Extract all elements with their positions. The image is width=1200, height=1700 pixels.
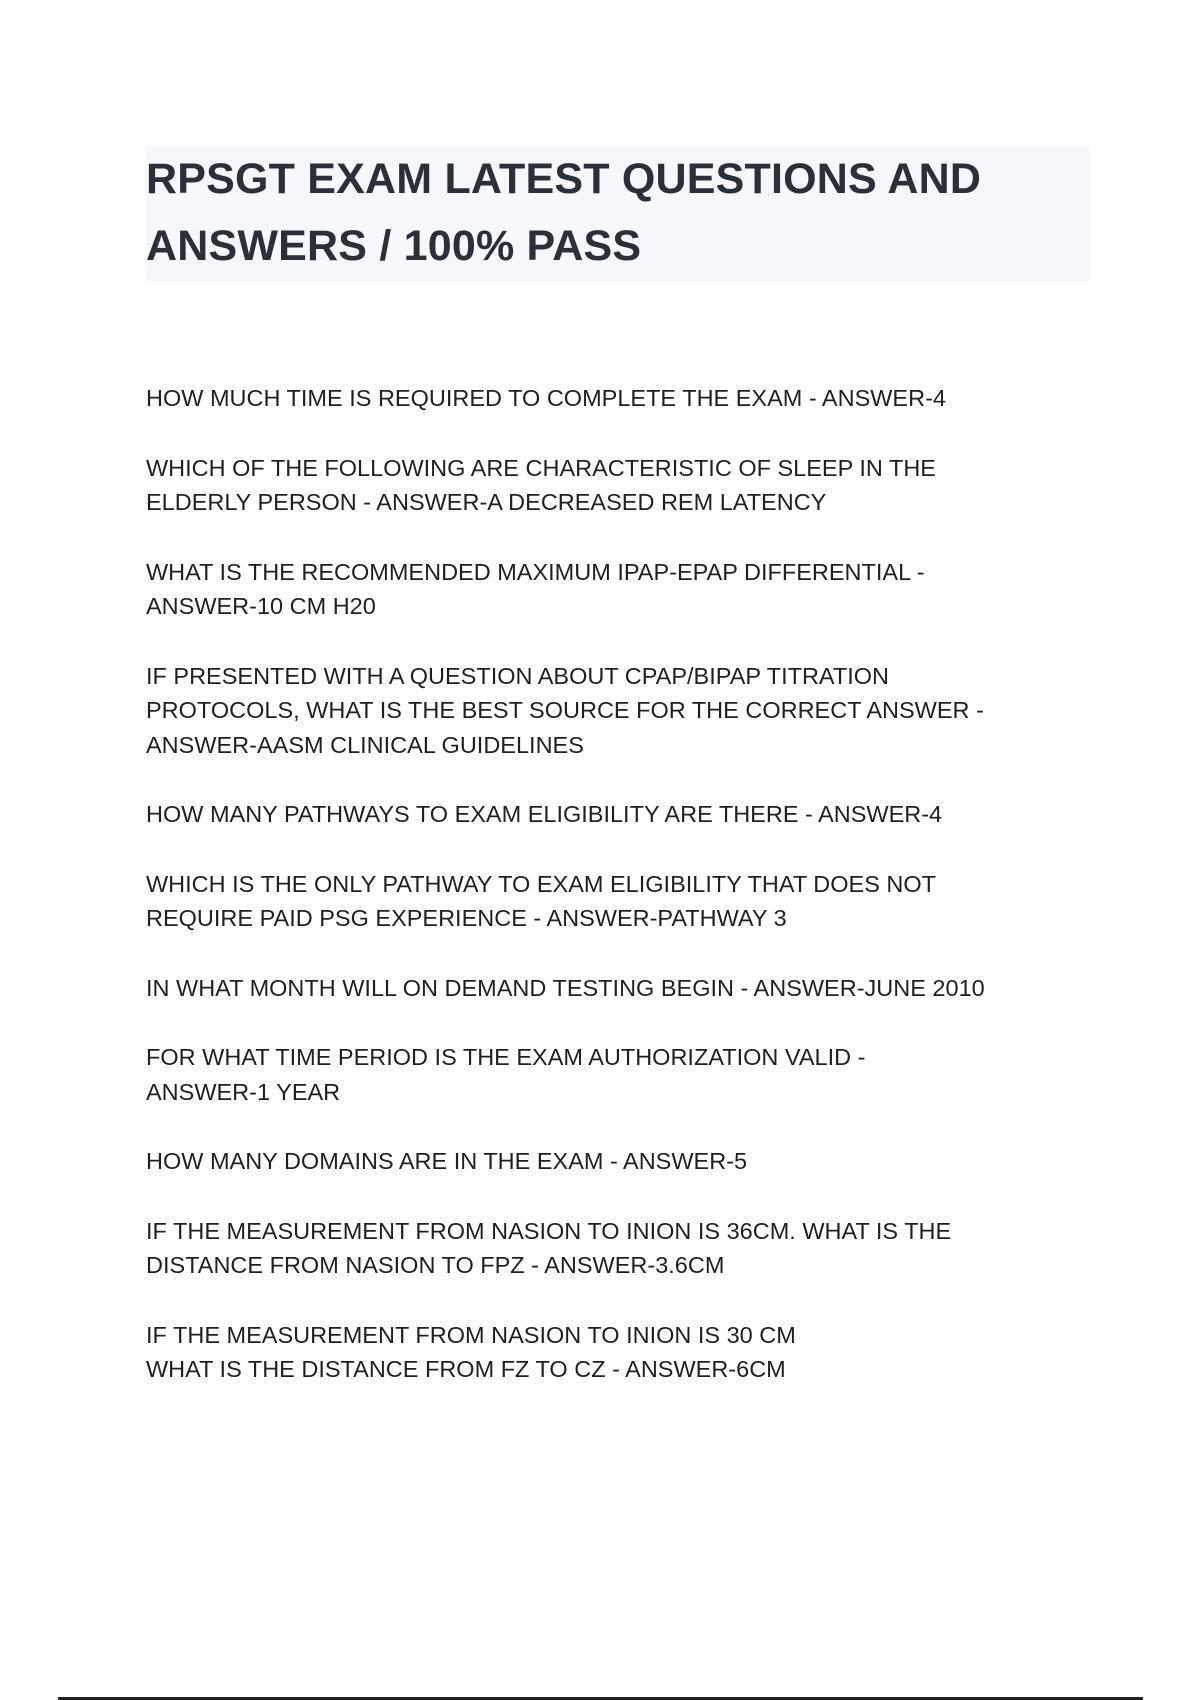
qa-item: IN WHAT MONTH WILL ON DEMAND TESTING BEGIN - ANSWER-JUNE 2010 <box>146 974 985 1001</box>
qa-item: WHAT IS THE RECOMMENDED MAXIMUM IPAP-EPAP DIFFERENTIAL - ANSWER-10 CM H20 <box>146 558 925 619</box>
qa-list <box>146 381 1106 1422</box>
qa-item: HOW MUCH TIME IS REQUIRED TO COMPLETE THE EXAM - ANSWER-4 <box>146 385 946 411</box>
title-banner <box>146 146 1090 281</box>
qa-item: FOR WHAT TIME PERIOD IS THE EXAM AUTHORIZATION VALID - ANSWER-1 YEAR <box>146 1044 866 1105</box>
qa-item: IF THE MEASUREMENT FROM NASION TO INION IS 30 CM WHAT IS THE DISTANCE FROM FZ TO CZ - ANSWER-6CM <box>146 1321 796 1382</box>
qa-item: WHICH IS THE ONLY PATHWAY TO EXAM ELIGIBILITY THAT DOES NOT REQUIRE PAID PSG EXPERIENCE - ANSWER-PATHWAY 3 <box>146 870 937 931</box>
qa-item: HOW MANY DOMAINS ARE IN THE EXAM - ANSWER-5 <box>146 1148 748 1174</box>
qa-item: IF PRESENTED WITH A QUESTION ABOUT CPAP/BIPAP TITRATION PROTOCOLS, WHAT IS THE BEST SOURCE FOR THE CORRECT ANSWER - ANSWER-AASM CLINICAL GUIDELINES <box>146 662 984 758</box>
qa-item: IF THE MEASUREMENT FROM NASION TO INION IS 36CM. WHAT IS THE DISTANCE FROM NASION TO FPZ - ANSWER-3.6CM <box>146 1217 952 1278</box>
document-title: RPSGT EXAM LATEST QUESTIONS AND ANSWERS / 100% PASS <box>146 155 982 270</box>
qa-item: WHICH OF THE FOLLOWING ARE CHARACTERISTIC OF SLEEP IN THE ELDERLY PERSON - ANSWER-A DECREASED REM LATENCY <box>146 454 936 515</box>
qa-item: HOW MANY PATHWAYS TO EXAM ELIGIBILITY ARE THERE - ANSWER-4 <box>146 801 943 827</box>
